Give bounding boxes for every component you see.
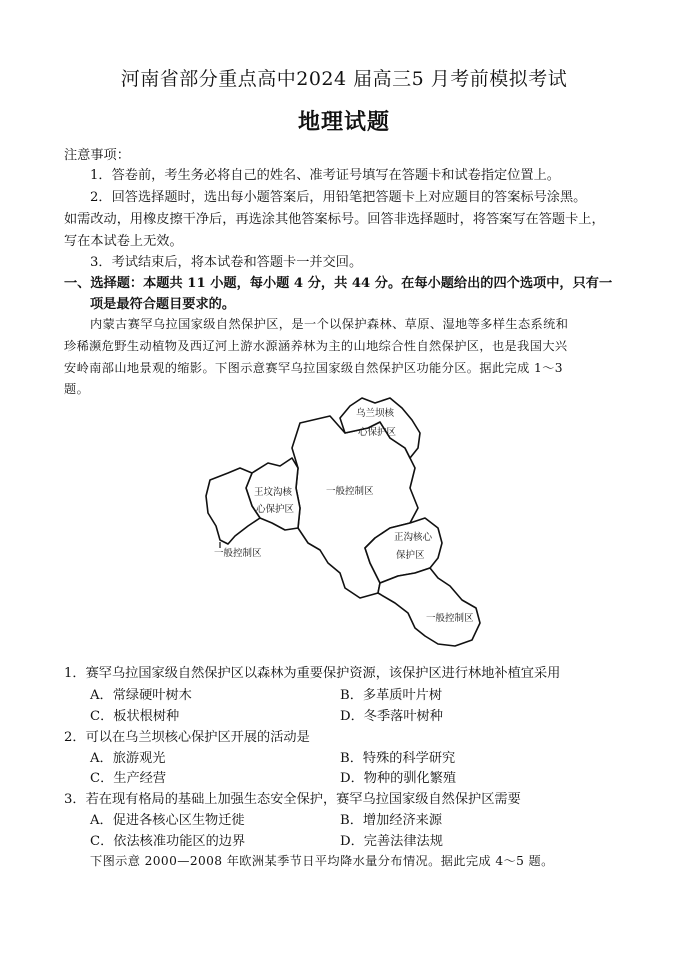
map-label-wangfengou-2: 心保护区 <box>256 504 295 515</box>
map-label-general-left: 一般控制区 <box>214 548 262 559</box>
map-label-general-center: 一般控制区 <box>326 486 374 497</box>
notice-item-2a: 2．回答选择题时，选出每小题答案后，用铅笔把答题卡上对应题目的答案标号涂黑。 <box>90 190 587 205</box>
section-heading-cont: 项是最符合题目要求的。 <box>90 297 236 312</box>
question-1-option-b: B．多革质叶片树 <box>340 688 443 703</box>
notice-heading: 注意事项： <box>64 148 130 163</box>
map-label-wulanba-2: 心保护区 <box>358 427 397 438</box>
question-2-option-a: A．旅游观光 <box>90 751 166 766</box>
notice-item-3: 3．考试结束后，将本试卷和答题卡一并交回。 <box>90 255 363 270</box>
question-2-option-d: D．物种的驯化繁殖 <box>340 771 457 786</box>
question-3-option-b: B．增加经济来源 <box>340 813 443 828</box>
question-3-stem: 3．若在现有格局的基础上加强生态安全保护，赛罕乌拉国家级自然保护区需要 <box>64 792 521 807</box>
notice-item-1: 1．答卷前，考生务必将自己的姓名、准考证号填写在答题卡和试卷指定位置上。 <box>90 168 560 183</box>
notice-item-2c: 写在本试卷上无效。 <box>64 234 183 249</box>
material-1-line-3: 安岭南部山地景观的缩影。下图示意赛罕乌拉国家级自然保护区功能分区。据此完成 1～3 <box>64 361 563 375</box>
question-3-option-a: A．促进各核心区生物迁徙 <box>90 813 245 828</box>
map-zone-general-bottom <box>378 568 480 646</box>
material-1-line-4: 题。 <box>64 382 90 396</box>
subject-title: 地理试题 <box>297 110 390 135</box>
map-label-zhenggou-2: 保护区 <box>396 550 425 561</box>
material-1-line-1: 内蒙古赛罕乌拉国家级自然保护区，是一个以保护森林、草原、湿地等多样生态系统和 <box>90 317 569 331</box>
exam-title: 河南省部分重点高中2024 届高三5 月考前模拟考试 <box>120 68 568 90</box>
material-2-line-1: 下图示意 2000—2008 年欧洲某季节日平均降水量分布情况。据此完成 4～5 题。 <box>90 854 554 868</box>
question-1-option-c: C．板状根树种 <box>90 709 180 724</box>
question-2-option-c: C．生产经营 <box>90 771 167 786</box>
map-label-zhenggou-1: 正沟核心 <box>394 532 433 543</box>
notice-item-2b: 如需改动，用橡皮擦干净后，再选涂其他答案标号。回答非选择题时，将答案写在答题卡上， <box>64 212 605 227</box>
question-2-option-b: B．特殊的科学研究 <box>340 751 456 766</box>
question-1-stem: 1．赛罕乌拉国家级自然保护区以森林为重要保护资源，该保护区进行林地补植宜采用 <box>64 666 561 681</box>
question-3-option-c: C．依法核准功能区的边界 <box>90 834 246 849</box>
question-1-option-a: A．常绿硬叶树木 <box>90 688 192 703</box>
question-1-option-d: D．冬季落叶树种 <box>340 709 443 724</box>
material-1-line-2: 珍稀濒危野生动植物及西辽河上游水源涵养林为主的山地综合性自然保护区，也是我国大兴 <box>64 339 568 353</box>
section-heading: 一、选择题：本题共 11 小题，每小题 4 分，共 44 分。在每小题给出的四个选项中，只有一 <box>64 276 613 291</box>
map-label-general-bottom: 一般控制区 <box>426 613 474 624</box>
question-2-stem: 2．可以在乌兰坝核心保护区开展的活动是 <box>64 730 310 745</box>
map-label-wulanba-1: 乌兰坝核 <box>356 408 395 419</box>
reserve-zoning-map <box>180 388 500 658</box>
question-3-option-d: D．完善法律法规 <box>340 834 443 849</box>
map-label-wangfengou-1: 王坟沟核 <box>254 487 293 498</box>
